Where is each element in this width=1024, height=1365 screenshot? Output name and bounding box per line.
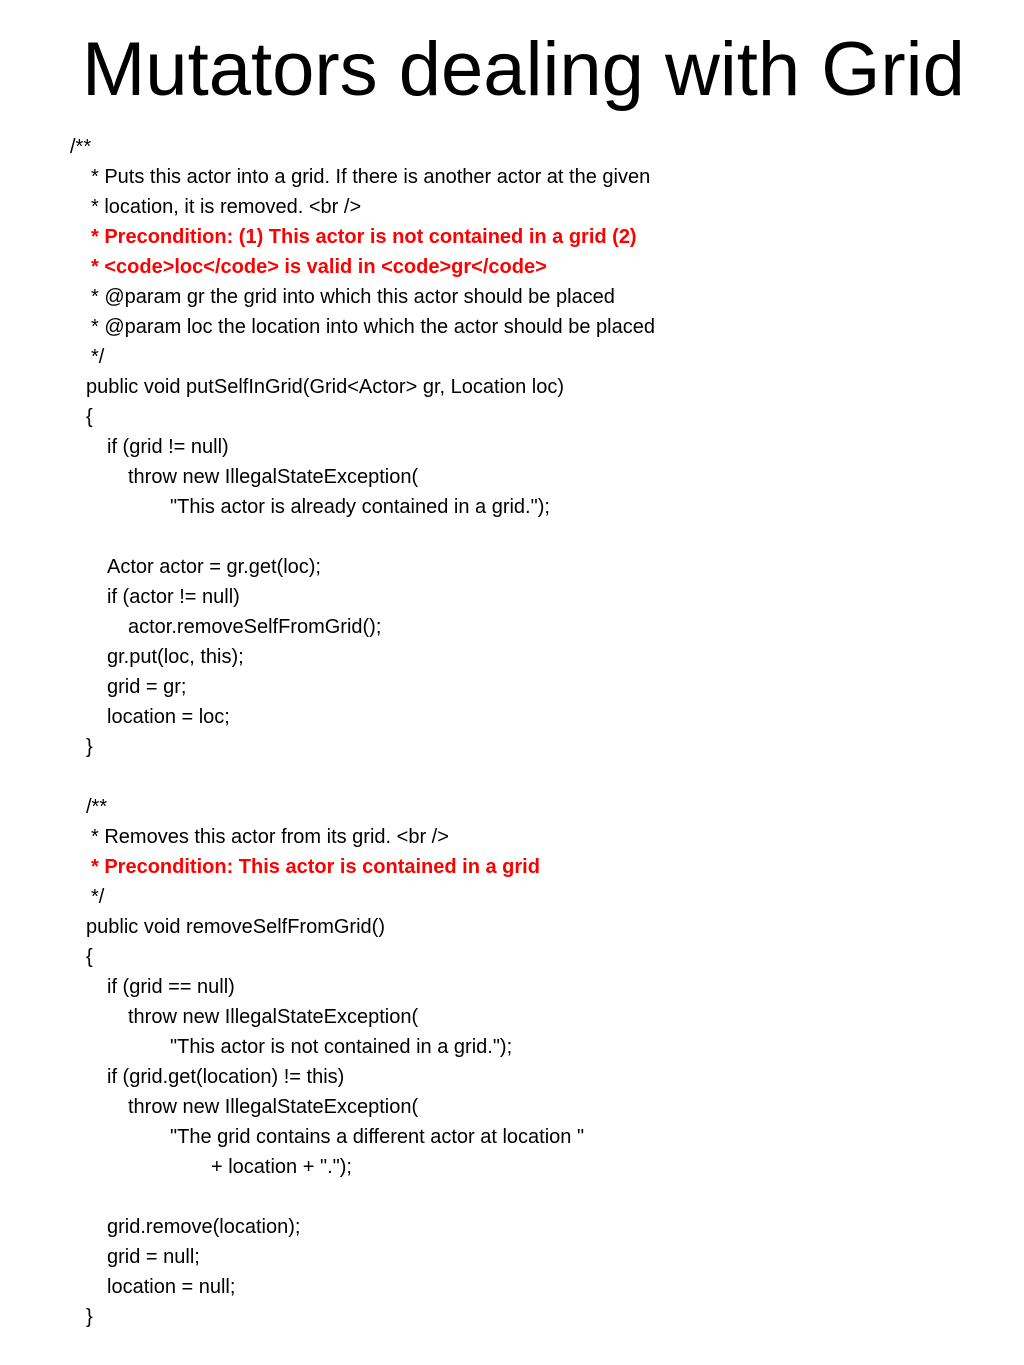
code-text: * @param loc the location into which the actor should be placed — [91, 316, 655, 338]
code-line — [0, 1062, 1024, 1092]
code-line — [0, 732, 1024, 762]
code-line — [0, 882, 1024, 912]
code-text: /** — [70, 136, 92, 158]
code-text: if (grid.get(location) != this) — [107, 1066, 345, 1088]
code-line — [0, 252, 1024, 282]
code-text: + location + "."); — [211, 1156, 352, 1178]
code-text: grid = gr; — [107, 676, 187, 698]
highlighted-code-text: * Precondition: (1) This actor is not contained in a grid (2) — [91, 226, 637, 248]
code-line — [0, 282, 1024, 312]
code-line — [0, 1272, 1024, 1302]
code-line — [0, 1092, 1024, 1122]
code-line — [0, 192, 1024, 222]
code-line — [0, 582, 1024, 612]
code-line — [0, 132, 1024, 162]
code-line — [0, 222, 1024, 252]
code-text: public void removeSelfFromGrid() — [86, 916, 385, 938]
code-line — [0, 372, 1024, 402]
code-line — [0, 552, 1024, 582]
code-text: /** — [86, 796, 108, 818]
code-line — [0, 312, 1024, 342]
code-text: if (actor != null) — [107, 586, 240, 608]
code-text: */ — [91, 886, 105, 908]
code-text: } — [86, 1306, 93, 1328]
code-text: throw new IllegalStateException( — [128, 1096, 419, 1118]
code-line — [0, 162, 1024, 192]
code-text: grid.remove(location); — [107, 1216, 301, 1238]
code-text: "This actor is already contained in a grid."); — [170, 496, 550, 518]
code-line — [0, 912, 1024, 942]
code-line — [0, 1032, 1024, 1062]
code-text: if (grid != null) — [107, 436, 229, 458]
code-text: public void putSelfInGrid(Grid<Actor> gr, Location loc) — [86, 376, 565, 398]
code-text: { — [86, 946, 93, 968]
highlighted-code-text: * <code>loc</code> is valid in <code>gr</code> — [91, 256, 547, 278]
code-line — [0, 672, 1024, 702]
code-text: */ — [91, 346, 105, 368]
code-text: { — [86, 406, 93, 428]
code-line — [0, 1242, 1024, 1272]
code-text: throw new IllegalStateException( — [128, 466, 419, 488]
code-line — [0, 462, 1024, 492]
code-line — [0, 642, 1024, 672]
code-line — [0, 762, 1024, 792]
code-text: } — [86, 736, 93, 758]
code-text: gr.put(loc, this); — [107, 646, 244, 668]
code-text: * location, it is removed. <br /> — [91, 196, 362, 218]
code-line — [0, 1122, 1024, 1152]
code-line — [0, 1002, 1024, 1032]
code-text: "The grid contains a different actor at location " — [170, 1126, 585, 1148]
highlighted-code-text: * Precondition: This actor is contained in a grid — [91, 856, 540, 878]
code-text: actor.removeSelfFromGrid(); — [128, 616, 382, 638]
code-line — [0, 612, 1024, 642]
code-text: location = null; — [107, 1276, 236, 1298]
slide-title: Mutators dealing with Grid — [82, 27, 965, 112]
code-text: "This actor is not contained in a grid."); — [170, 1036, 513, 1058]
code-text: * Removes this actor from its grid. <br /> — [91, 826, 449, 848]
code-text: location = loc; — [107, 706, 230, 728]
code-text: * Puts this actor into a grid. If there is another actor at the given — [91, 166, 651, 188]
code-line — [0, 822, 1024, 852]
code-text: throw new IllegalStateException( — [128, 1006, 419, 1028]
code-block — [0, 132, 1024, 1332]
code-line — [0, 1182, 1024, 1212]
code-line — [0, 792, 1024, 822]
code-text: if (grid == null) — [107, 976, 235, 998]
code-text: * @param gr the grid into which this actor should be placed — [91, 286, 615, 308]
code-text: Actor actor = gr.get(loc); — [107, 556, 321, 578]
code-line — [0, 402, 1024, 432]
code-line — [0, 522, 1024, 552]
code-line — [0, 342, 1024, 372]
code-line — [0, 852, 1024, 882]
code-line — [0, 1302, 1024, 1332]
code-line — [0, 492, 1024, 522]
code-line — [0, 942, 1024, 972]
code-line — [0, 1212, 1024, 1242]
code-line — [0, 432, 1024, 462]
code-line — [0, 702, 1024, 732]
code-text: grid = null; — [107, 1246, 200, 1268]
code-line — [0, 1152, 1024, 1182]
code-line — [0, 972, 1024, 1002]
